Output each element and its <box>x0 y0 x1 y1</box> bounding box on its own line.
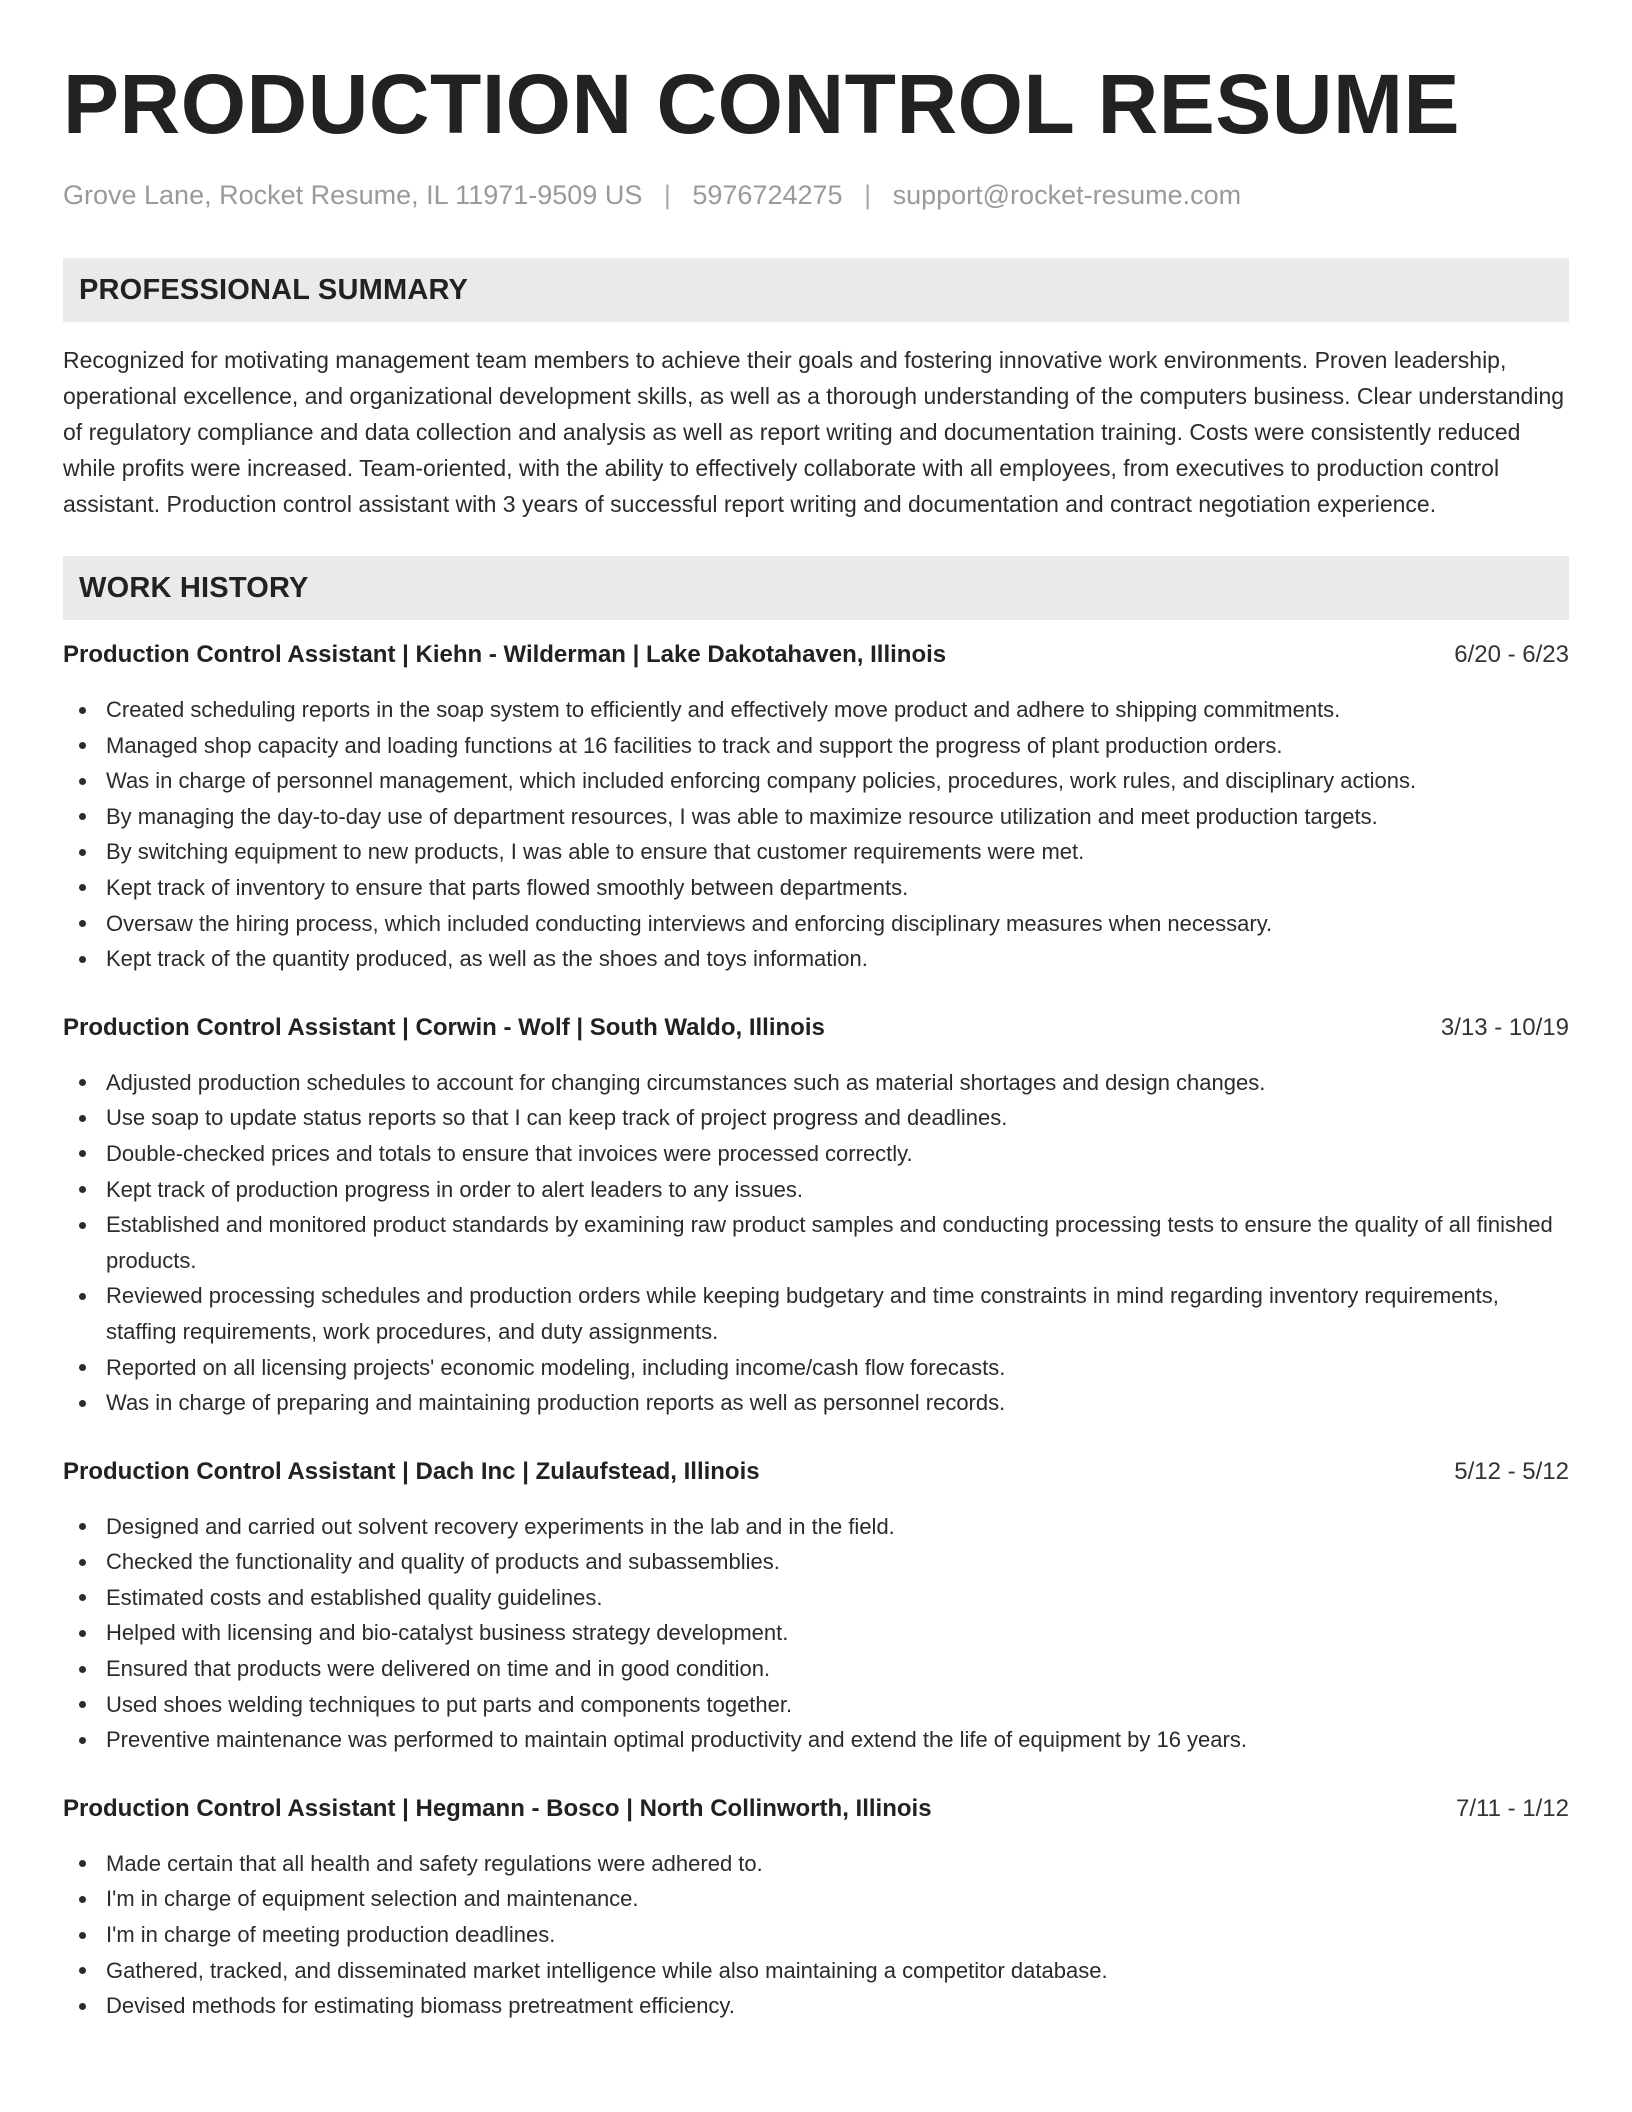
job-bullet <box>63 763 1569 799</box>
job-bullet-list <box>63 1509 1569 1758</box>
job-bullet <box>63 1881 1569 1917</box>
job-entry <box>63 1011 1569 1421</box>
bullet-text: Created scheduling reports in the soap system to efficiently and effectively move product and adhere to shipping commitments. <box>106 697 1341 722</box>
job-bullet <box>63 1651 1569 1687</box>
bullet-text: Preventive maintenance was performed to maintain optimal productivity and extend the life of equipment by 16 years. <box>106 1727 1247 1753</box>
professional-summary-header <box>63 258 1569 322</box>
job-title: Production Control Assistant | Kiehn - Wilderman | Lake Dakotahaven, Illinois <box>63 641 947 668</box>
bullet-dot-icon <box>79 1896 86 1903</box>
job-title: Production Control Assistant | Dach Inc | Zulaufstead, Illinois <box>63 1457 760 1485</box>
bullet-dot-icon <box>79 1666 86 1673</box>
bullet-text: Made certain that all health and safety regulations were adhered to. <box>106 1850 763 1876</box>
job-bullet <box>63 692 1569 728</box>
bullet-dot-icon <box>79 1293 86 1300</box>
bullet-dot-icon <box>79 1701 86 1708</box>
bullet-text: Used shoes welding techniques to put parts and components together. <box>106 1691 793 1717</box>
job-bullet <box>63 1136 1569 1172</box>
bullet-text: Kept track of the quantity produced, as well as the shoes and toys information. <box>106 946 868 972</box>
job-bullet <box>63 1065 1569 1101</box>
job-entry <box>63 1792 1569 2024</box>
job-entry <box>63 638 1569 977</box>
bullet-dot-icon <box>79 778 86 785</box>
bullet-dot-icon <box>79 707 86 714</box>
bullet-dot-icon <box>79 1523 86 1530</box>
job-bullet <box>63 1988 1569 2024</box>
contact-email: support@rocket-resume.com <box>892 180 1242 210</box>
bullet-dot-icon <box>79 1400 86 1407</box>
bullet-dot-icon <box>79 1860 86 1867</box>
job-bullet-list <box>63 1846 1569 2024</box>
bullet-dot-icon <box>79 849 86 856</box>
job-header <box>63 1455 1569 1489</box>
bullet-text: Was in charge of preparing and maintaining production reports as well as personnel records. <box>106 1390 1006 1416</box>
job-header <box>63 1011 1569 1045</box>
bullet-dot-icon <box>79 1967 86 1974</box>
section-title: WORK HISTORY <box>79 571 309 604</box>
bullet-dot-icon <box>79 813 86 820</box>
job-header <box>63 1792 1569 1826</box>
bullet-text: I'm in charge of meeting production deadlines. <box>106 1922 556 1948</box>
bullet-dot-icon <box>79 1186 86 1193</box>
job-dates: 3/13 - 10/19 <box>1440 1013 1569 1041</box>
job-dates: 7/11 - 1/12 <box>1456 1794 1569 1822</box>
job-bullet <box>63 799 1569 835</box>
job-bullet-list <box>63 1065 1569 1421</box>
bullet-text: Double-checked prices and totals to ensure that invoices were processed correctly. <box>106 1140 913 1166</box>
job-bullet <box>63 1687 1569 1723</box>
job-bullet <box>63 1953 1569 1989</box>
job-bullet <box>63 1100 1569 1136</box>
job-bullet <box>63 1722 1569 1758</box>
bullet-text: By switching equipment to new products, I was able to ensure that customer requirements were met. <box>106 839 1085 865</box>
job-bullet <box>63 1385 1569 1421</box>
bullet-dot-icon <box>79 1594 86 1601</box>
job-bullet <box>63 870 1569 906</box>
work-history-list <box>63 638 1569 2024</box>
bullet-text: Established and monitored product standards by examining raw product samples and conducting processing tests to ensure the quality of all finished products. <box>106 1212 1553 1273</box>
bullet-text: Kept track of production progress in order to alert leaders to any issues. <box>106 1176 804 1202</box>
job-bullet <box>63 834 1569 870</box>
job-entry <box>63 1455 1569 1758</box>
bullet-text: Reported on all licensing projects' economic modeling, including income/cash flow forecasts. <box>106 1354 1006 1380</box>
job-dates: 6/20 - 6/23 <box>1454 641 1569 668</box>
bullet-dot-icon <box>79 884 86 891</box>
bullet-dot-icon <box>79 1079 86 1086</box>
bullet-text: Use soap to update status reports so that I can keep track of project progress and deadlines. <box>106 1105 1008 1131</box>
contact-phone: 5976724275 <box>692 180 843 210</box>
bullet-text: Helped with licensing and bio-catalyst business strategy development. <box>106 1620 789 1646</box>
bullet-dot-icon <box>79 1222 86 1229</box>
bullet-text: Devised methods for estimating biomass pretreatment efficiency. <box>106 1993 735 2019</box>
bullet-text: Managed shop capacity and loading functions at 16 facilities to track and support the progress of plant production orders. <box>106 732 1283 758</box>
bullet-text: Was in charge of personnel management, which included enforcing company policies, procedures, work rules, and disciplinary actions. <box>106 768 1417 794</box>
bullet-text: I'm in charge of equipment selection and maintenance. <box>106 1886 639 1912</box>
bullet-text: By managing the day-to-day use of department resources, I was able to maximize resource utilization and meet production targets. <box>106 803 1378 829</box>
bullet-dot-icon <box>79 1630 86 1637</box>
bullet-dot-icon <box>79 742 86 749</box>
job-bullet <box>63 1544 1569 1580</box>
bullet-dot-icon <box>79 1737 86 1744</box>
bullet-dot-icon <box>79 1115 86 1122</box>
bullet-dot-icon <box>79 2003 86 2010</box>
bullet-text: Designed and carried out solvent recovery experiments in the lab and in the field. <box>106 1513 895 1539</box>
job-bullet <box>63 1846 1569 1882</box>
job-bullet <box>63 941 1569 977</box>
bullet-text: Reviewed processing schedules and production orders while keeping budgetary and time constraints in mind regarding inventory requirements, staffing requirements, work procedures, and duty assignments. <box>106 1283 1499 1344</box>
bullet-text: Oversaw the hiring process, which included conducting interviews and enforcing disciplinary measures when necessary. <box>106 910 1273 936</box>
bullet-dot-icon <box>79 1364 86 1371</box>
job-bullet-list <box>63 692 1569 977</box>
contact-line <box>63 178 1569 212</box>
resume-title: PRODUCTION CONTROL RESUME <box>63 57 1460 151</box>
job-title: Production Control Assistant | Corwin - Wolf | South Waldo, Illinois <box>63 1013 825 1041</box>
bullet-text: Adjusted production schedules to account for changing circumstances such as material shortages and design changes. <box>106 1069 1266 1095</box>
job-bullet <box>63 1278 1569 1349</box>
contact-separator: | <box>663 180 671 210</box>
job-bullet <box>63 1615 1569 1651</box>
bullet-dot-icon <box>79 1150 86 1157</box>
bullet-text: Ensured that products were delivered on time and in good condition. <box>106 1656 771 1682</box>
bullet-text: Estimated costs and established quality guidelines. <box>106 1584 603 1610</box>
job-bullet <box>63 1580 1569 1616</box>
job-title: Production Control Assistant | Hegmann - Bosco | North Collinworth, Illinois <box>63 1794 932 1822</box>
bullet-dot-icon <box>79 920 86 927</box>
bullet-text: Checked the functionality and quality of products and subassemblies. <box>106 1549 780 1575</box>
job-bullet <box>63 906 1569 942</box>
bullet-dot-icon <box>79 956 86 963</box>
job-header <box>63 638 1569 672</box>
job-dates: 5/12 - 5/12 <box>1454 1457 1569 1485</box>
job-bullet <box>63 1172 1569 1208</box>
job-bullet <box>63 1509 1569 1545</box>
bullet-text: Kept track of inventory to ensure that parts flowed smoothly between departments. <box>106 874 909 900</box>
job-bullet <box>63 1350 1569 1386</box>
contact-separator: | <box>864 180 872 210</box>
bullet-dot-icon <box>79 1559 86 1566</box>
job-bullet <box>63 1207 1569 1278</box>
contact-address: Grove Lane, Rocket Resume, IL 11971-9509 US <box>63 180 643 210</box>
job-bullet <box>63 728 1569 764</box>
section-title: PROFESSIONAL SUMMARY <box>79 273 469 306</box>
professional-summary-text: Recognized for motivating management team members to achieve their goals and fostering innovative work environments. Proven leadership, operational excellence, and organizational development skills, as well as a thorough understanding of the computers business. Clear understanding of regulatory compliance and data collection and analysis as well as report writing and documentation training. Costs were consistently reduced while profits were increased. Team-oriented, with the ability to effectively collaborate with all employees, from executives to production control assistant. Production control assistant with 3 years of successful report writing and documentation and contract negotiation experience. <box>63 347 1565 517</box>
bullet-dot-icon <box>79 1932 86 1939</box>
work-history-header <box>63 556 1569 620</box>
bullet-text: Gathered, tracked, and disseminated market intelligence while also maintaining a competitor database. <box>106 1957 1108 1983</box>
job-bullet <box>63 1917 1569 1953</box>
